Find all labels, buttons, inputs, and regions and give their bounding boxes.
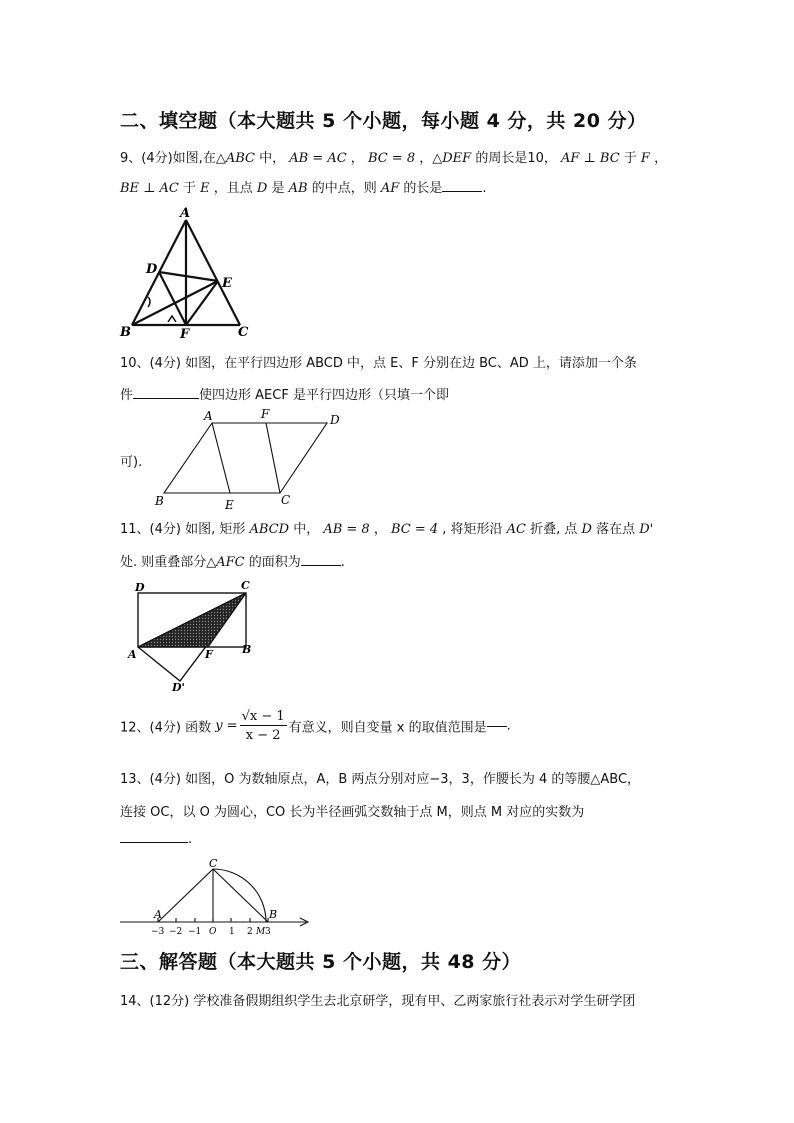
point-label-e: E (225, 498, 234, 512)
segment-ac (186, 220, 240, 325)
point-label-e: E (222, 276, 232, 291)
tick-label: −3 (151, 927, 165, 937)
tick-label: 2 (247, 927, 253, 937)
question-11-line-2: 处. 则重叠部分△AFC 的面积为 . (120, 555, 345, 570)
point-label-m: M (256, 927, 266, 937)
question-13-line-2: 连接 OC，以 O 为圆心，CO 长为半径画弧交数轴于点 M，则点 M 对应的实数为 (120, 805, 585, 820)
point-label-c: C (281, 493, 291, 507)
question-9-figure (118, 205, 258, 340)
point-label-a: A (154, 908, 162, 921)
question-11-line-1: 11、(4分) 如图, 矩形 ABCD 中， AB = 8 ， BC = 4 , 将矩形沿 AC 折叠, 点 D 落在点 D' (120, 522, 654, 537)
point-label-f: F (261, 407, 270, 421)
parallelogram-abcd (164, 423, 327, 493)
point-label-c: C (238, 325, 249, 340)
answer-blank[interactable] (301, 564, 341, 566)
segment-ac (158, 869, 213, 922)
question-9-line-2: BE ⊥ AC 于 E ，且点 D 是 AB 的中点，则 AF 的长是 . (120, 181, 487, 196)
answer-blank[interactable] (133, 397, 199, 399)
angle-mark (148, 297, 150, 307)
angle-mark (168, 316, 176, 322)
point-label-f: F (180, 327, 190, 340)
point-label-d: D (146, 262, 158, 277)
point-label-a: A (128, 648, 137, 661)
point-label-a: A (180, 206, 191, 221)
question-11-figure (120, 578, 270, 696)
answer-blank[interactable] (487, 725, 507, 727)
tick-label: −1 (188, 927, 202, 937)
answer-blank[interactable] (442, 190, 482, 192)
point-label-d: D (330, 413, 340, 427)
tick-label: O (209, 927, 217, 937)
answer-blank[interactable] (120, 841, 188, 843)
segment-ef (186, 281, 218, 325)
point-label-b: B (242, 643, 252, 656)
fraction: $\frac{√x - 1}{x - 2}$ (241, 709, 285, 743)
section-heading-solutions: 三、解答题（本大题共 5 个小题，共 48 分） (120, 951, 522, 973)
question-12: 12、(4分) 函数 y = $\frac{√x - 1}{x - 2}$ 有意义，则自变量 x 的取值范围是 . (120, 709, 511, 743)
question-10-line-2: 件 使四边形 AECF 是平行四边形（只填一个即 (120, 388, 449, 403)
question-13-line-3: . (120, 832, 192, 847)
question-10-figure (150, 405, 350, 513)
point-label-b: B (120, 325, 131, 340)
point-label-b: B (269, 908, 278, 921)
segment-ae (212, 423, 230, 493)
point-label-b: B (155, 494, 164, 508)
point-label-d-prime: D' (172, 681, 185, 694)
overlap-triangle-afc (138, 593, 246, 647)
question-14-line-1: 14、(12分) 学校准备假期组织学生去北京研学，现有甲、乙两家旅行社表示对学生研学团 (120, 994, 636, 1009)
tick-label: 3 (265, 927, 271, 937)
tick-label: 1 (229, 927, 235, 937)
question-10-line-1: 10、(4分) 如图，在平行四边形 ABCD 中，点 E、F 分别在边 BC、AD 上，请添加一个条 (120, 356, 637, 371)
tick-label: −2 (169, 927, 183, 937)
section-heading-fill-in: 二、填空题（本大题共 5 个小题，每小题 4 分，共 20 分） (120, 110, 647, 132)
question-13-line-1: 13、(4分) 如图，O 为数轴原点，A，B 两点分别对应−3，3，作腰长为 4 的等腰△ABC， (120, 772, 641, 787)
question-13-figure (118, 856, 318, 938)
point-label-c: C (241, 579, 250, 592)
point-label-a: A (204, 409, 213, 423)
segment-fc (266, 423, 280, 493)
point-label-d: D (135, 581, 145, 594)
question-10-line-3: 可). (120, 455, 143, 470)
point-label-c: C (209, 857, 218, 870)
segment-de (159, 272, 218, 281)
question-9-line-1: 9、(4分)如图,在△ABC 中， AB = AC ， BC = 8 ，△DEF 的周长是10， AF ⊥ BC 于 F ， (120, 151, 668, 166)
point-label-f: F (205, 648, 213, 661)
